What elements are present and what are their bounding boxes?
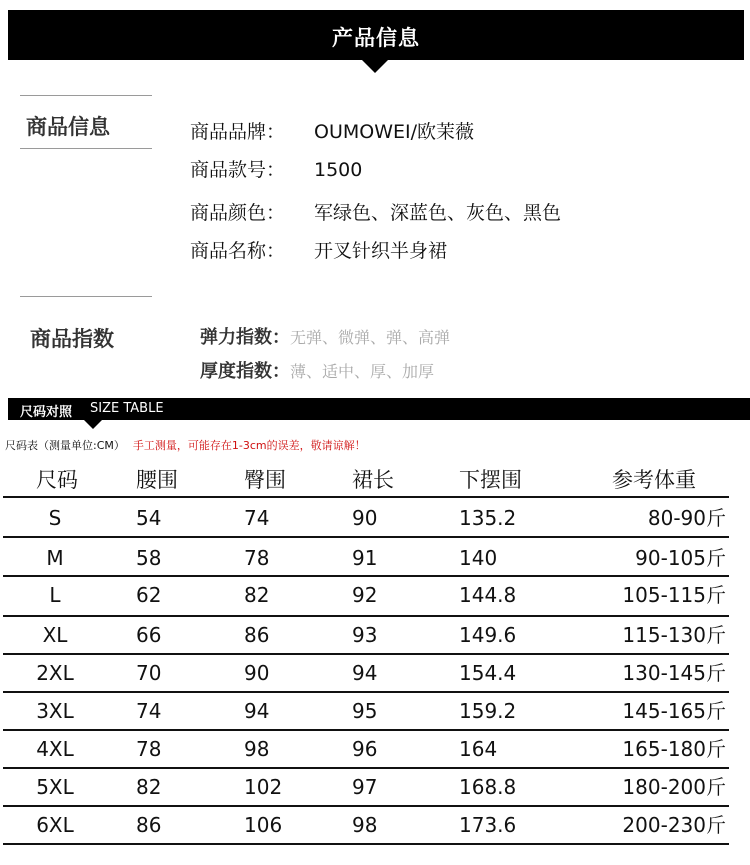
table-header-cell: 裙长 (352, 468, 394, 492)
table-cell: 173.6 (459, 813, 517, 837)
product-info-heading: 商品信息 (26, 115, 110, 139)
table-cell: 91 (352, 546, 378, 570)
table-cell: 149.6 (459, 623, 517, 647)
table-header-cell: 参考体重 (612, 468, 696, 492)
table-cell: 78 (244, 546, 270, 570)
info-label: 商品名称： (190, 240, 286, 262)
table-cell: 82 (136, 775, 162, 799)
index-label: 厚度指数： (200, 361, 290, 382)
table-cell: 102 (244, 775, 283, 799)
table-header-cell: 腰围 (136, 468, 178, 492)
table-row-divider (3, 729, 729, 731)
table-cell: M (46, 546, 64, 570)
table-cell: L (49, 583, 61, 607)
banner-arrow (362, 60, 388, 73)
banner-title: 产品信息 (332, 26, 420, 50)
table-cell: 164 (459, 737, 498, 761)
measurement-note (5, 437, 366, 453)
size-bar-title: 尺码对照 (20, 405, 73, 420)
table-cell: XL (42, 623, 68, 647)
table-cell: 3XL (36, 699, 74, 723)
table-row (0, 498, 750, 536)
table-cell: 5XL (36, 775, 74, 799)
index-label: 弹力指数： (200, 327, 290, 348)
table-row (0, 615, 750, 653)
table-cell: 168.8 (459, 775, 517, 799)
table-row-divider (3, 805, 729, 807)
table-row (0, 729, 750, 767)
table-cell: 93 (352, 623, 378, 647)
section-divider (20, 296, 152, 297)
table-row-divider (3, 536, 729, 538)
table-row-divider (3, 615, 729, 617)
index-value: 薄、适中、厚、加厚 (290, 362, 435, 381)
table-cell: 92 (352, 583, 378, 607)
table-cell: 80-90斤 (647, 506, 726, 530)
table-cell: 54 (136, 506, 162, 530)
table-cell: 135.2 (459, 506, 517, 530)
measurement-warning: 手工测量，可能存在1-3cm的误差，敬请谅解！ (132, 439, 366, 452)
table-cell: 105-115斤 (622, 583, 726, 607)
size-bar-subtitle: SIZE TABLE (90, 401, 164, 416)
table-row-divider (3, 767, 729, 769)
table-cell: 115-130斤 (622, 623, 726, 647)
section-divider (20, 148, 152, 149)
section-divider (20, 95, 152, 96)
table-cell: 78 (136, 737, 162, 761)
table-row (0, 691, 750, 729)
table-cell: 2XL (36, 661, 74, 685)
info-label: 商品款号： (190, 159, 286, 181)
info-value: OUMOWEI/欧茉薇 (314, 121, 475, 143)
table-cell: 97 (352, 775, 378, 799)
info-label: 商品颜色： (190, 202, 286, 224)
table-cell: 94 (244, 699, 270, 723)
table-row (0, 805, 750, 843)
table-cell: 106 (244, 813, 283, 837)
info-value: 开叉针织半身裙 (314, 240, 448, 262)
table-header-cell: 臀围 (244, 468, 286, 492)
table-row (0, 653, 750, 691)
table-cell: 90-105斤 (635, 546, 726, 570)
table-cell: 70 (136, 661, 162, 685)
table-header-cell: 下摆围 (459, 468, 522, 492)
table-cell: S (48, 506, 62, 530)
table-row (0, 538, 750, 576)
unit-note: 尺码表（测量单位:CM） (5, 439, 125, 452)
table-cell: 74 (244, 506, 270, 530)
table-cell: 86 (244, 623, 270, 647)
table-cell: 145-165斤 (622, 699, 726, 723)
table-cell: 90 (244, 661, 270, 685)
info-row-colors (190, 198, 561, 225)
table-row-divider (3, 691, 729, 693)
table-cell: 82 (244, 583, 270, 607)
table-cell: 58 (136, 546, 162, 570)
table-row-divider (3, 575, 729, 577)
info-label: 商品品牌： (190, 121, 286, 143)
table-cell: 98 (244, 737, 270, 761)
table-header-cell: 尺码 (36, 468, 78, 492)
size-bar-arrow (84, 420, 102, 429)
table-cell: 66 (136, 623, 162, 647)
table-cell: 180-200斤 (622, 775, 726, 799)
table-cell: 154.4 (459, 661, 517, 685)
table-cell: 74 (136, 699, 162, 723)
index-row-elasticity (200, 323, 450, 349)
table-cell: 200-230斤 (622, 813, 726, 837)
table-cell: 86 (136, 813, 162, 837)
table-cell: 62 (136, 583, 162, 607)
product-index-heading: 商品指数 (30, 327, 114, 351)
size-table-bar (8, 398, 750, 420)
index-value: 无弹、微弹、弹、高弹 (290, 328, 451, 347)
table-row (0, 575, 750, 613)
table-row (0, 767, 750, 805)
info-value: 军绿色、深蓝色、灰色、黑色 (314, 202, 562, 224)
table-row-divider (3, 496, 729, 498)
table-cell: 130-145斤 (622, 661, 726, 685)
table-cell: 140 (459, 546, 498, 570)
table-cell: 90 (352, 506, 378, 530)
table-row-divider (3, 843, 729, 845)
info-row-brand (190, 117, 474, 144)
table-cell: 95 (352, 699, 378, 723)
table-cell: 96 (352, 737, 378, 761)
info-row-style-number (190, 155, 362, 182)
table-cell: 165-180斤 (622, 737, 726, 761)
table-header-row (0, 460, 750, 498)
table-cell: 159.2 (459, 699, 517, 723)
index-row-thickness (200, 357, 434, 383)
table-cell: 6XL (36, 813, 74, 837)
info-row-name (190, 236, 447, 263)
info-value: 1500 (314, 159, 363, 181)
table-row-divider (3, 653, 729, 655)
top-banner (8, 10, 744, 60)
table-cell: 4XL (36, 737, 74, 761)
table-cell: 98 (352, 813, 378, 837)
table-cell: 144.8 (459, 583, 517, 607)
table-cell: 94 (352, 661, 378, 685)
